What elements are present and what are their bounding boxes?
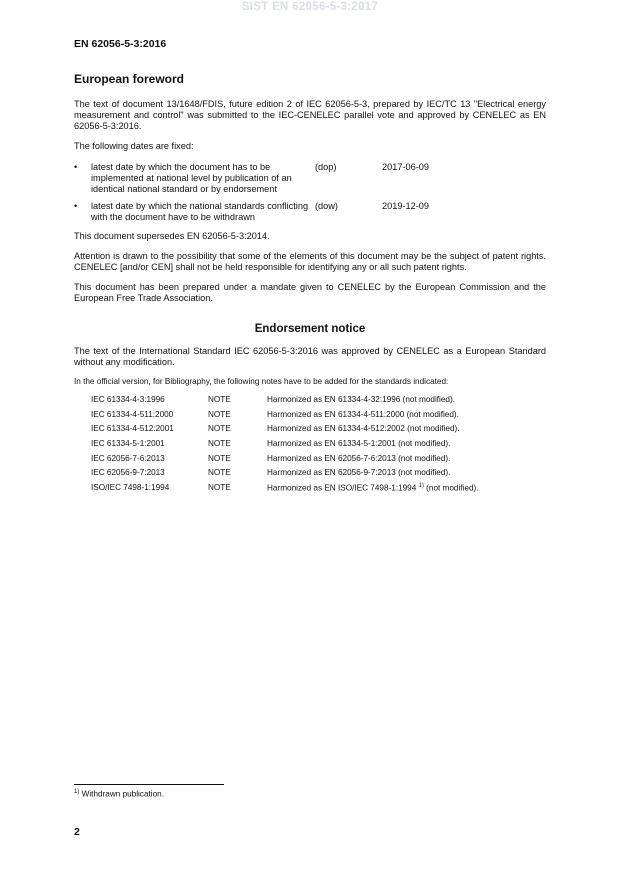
harmonized-cell: Harmonized as EN 61334-4-32:1996 (not modified). [267,395,455,405]
date-description: latest date by which the document has to be implemented at national level by publication of an identical national standard or by endorsement [91,161,292,194]
footnote-divider [74,784,224,785]
date-abbreviation: (dop) [315,161,337,172]
page-number: 2 [74,826,80,838]
bullet-icon: • [74,201,78,212]
harmonized-cell: Harmonized as EN 61334-4-512:2002 (not modified). [267,424,460,434]
standard-cell: IEC 61334-5-1:2001 [91,438,165,448]
harmonized-cell: Harmonized as EN 62056-7-6:2013 (not modified). [267,453,451,463]
harmonized-text-suffix: (not modified). [423,483,479,493]
bibliography-intro: In the official version, for Bibliography, the following notes have to be added for the standards indicated: [74,377,449,387]
bibliography-notes-table [91,395,479,498]
supersedes-paragraph: This document supersedes EN 62056-5-3:2014. [74,230,270,241]
table-row [91,468,479,483]
endorsement-title: Endorsement notice [254,322,366,335]
date-item-dop [74,162,546,196]
watermark: SIST EN 62056-5-3:2017 [241,1,379,13]
dates-list [74,162,546,224]
note-cell: NOTE [208,453,231,463]
standard-cell: IEC 62056-7-6:2013 [91,453,165,463]
endorsement-text: The text of the International Standard IEC 62056-5-3:2016 was approved by CENELEC as a European Standard without any modification. [74,345,546,367]
footnote-reference[interactable]: 1) [418,482,424,489]
footnote-text: Withdrawn publication. [79,789,164,799]
dates-intro: The following dates are fixed: [74,141,194,152]
standard-cell: ISO/IEC 7498-1:1994 [91,482,170,492]
table-row [91,483,479,498]
harmonized-cell: Harmonized as EN 61334-5-1:2001 (not modified). [267,438,451,448]
harmonized-cell: Harmonized as EN 61334-4-511:2000 (not modified). [267,409,459,419]
foreword-intro: The text of document 13/1648/FDIS, future edition 2 of IEC 62056-5-3, prepared by IEC/TC 13 "Electrical energy measurement and control" was submitted to the IEC-CENELEC parallel vote and approved by CENELEC as EN 62056-5-3:2016. [74,98,546,132]
note-cell: NOTE [208,409,231,419]
date-item-dow [74,201,546,223]
document-code-header: EN 62056-5-3:2016 [74,38,167,50]
main-content [74,72,546,498]
date-value: 2019-12-09 [382,201,429,212]
harmonized-text: Harmonized as EN ISO/IEC 7498-1:1994 [267,483,419,493]
footnote [74,789,164,800]
standard-cell: IEC 62056-9-7:2013 [91,468,165,478]
note-cell: NOTE [208,468,231,478]
foreword-title: European foreword [74,72,185,86]
note-cell: NOTE [208,482,231,492]
mandate-paragraph: This document has been prepared under a mandate given to CENELEC by the European Commission and the European Free Trade Association. [74,282,546,304]
date-description: latest date by which the national standards conflicting with the document have to be withdrawn [91,201,309,223]
harmonized-cell [267,483,479,498]
date-abbreviation: (dow) [315,201,338,212]
standard-cell: IEC 61334-4-512:2001 [91,424,174,434]
table-row [91,454,479,469]
standard-cell: IEC 61334-4-3:1996 [91,395,165,405]
bullet-icon: • [74,161,78,172]
date-value: 2017-06-09 [382,161,429,172]
note-cell: NOTE [208,424,231,434]
note-cell: NOTE [208,395,231,405]
table-row [91,424,479,439]
standard-cell: IEC 61334-4-511:2000 [91,409,174,419]
footnote-marker: 1) [74,789,80,795]
patent-attention-paragraph: Attention is drawn to the possibility that some of the elements of this document may be the subject of patent rights. CENELEC [and/or CEN] shall not be held responsible for identifying any or all such patent rights. [74,250,546,273]
harmonized-cell: Harmonized as EN 62056-9-7:2013 (not modified). [267,468,451,478]
table-row [91,410,479,425]
table-row [91,439,479,454]
table-row [91,395,479,410]
note-cell: NOTE [208,438,231,448]
